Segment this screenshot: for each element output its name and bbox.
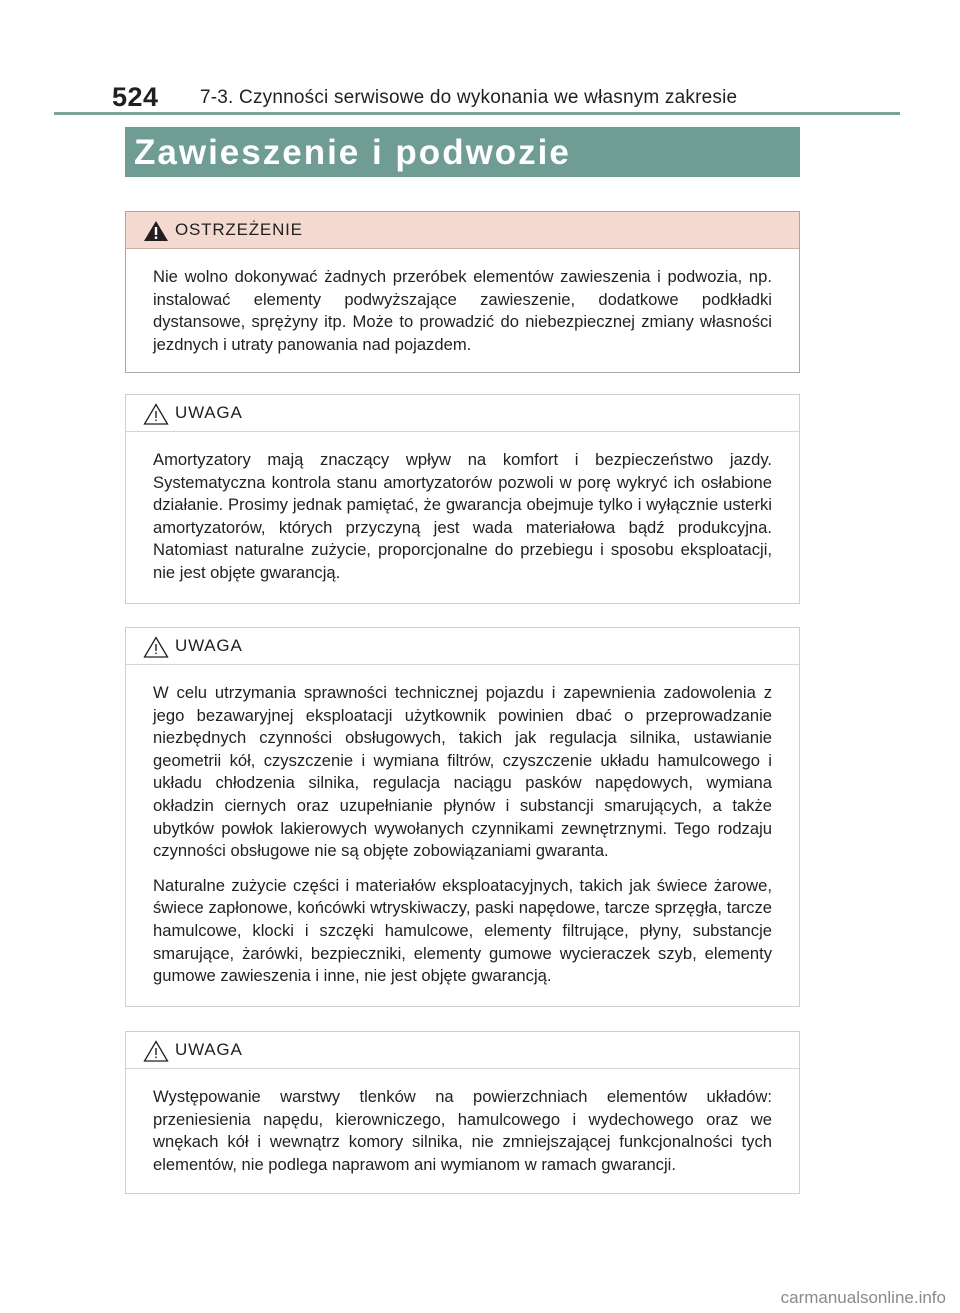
header-divider bbox=[54, 112, 900, 115]
section-title: Zawieszenie i podwozie bbox=[134, 133, 571, 172]
notice-box-header bbox=[126, 395, 799, 432]
warning-label: OSTRZEŻENIE bbox=[175, 220, 303, 239]
box-paragraph: Amortyzatory mają znaczący wpływ na komfort i bezpieczeństwo jazdy. Systematyczna kontrola stanu amortyzatorów pozwoli w porę wykryć ich osłabione działanie. Prosimy jednak pamiętać, że gwarancja obejmuje tylko i wyłącznie usterki amortyzatorów, których przyczyną jest wada materiałowa bądź produkcyjna. Natomiast naturalne zużycie, proporcjonalne do przebiegu i sposobu eksploatacji, nie jest objęte gwarancją. bbox=[153, 450, 772, 582]
caution-icon bbox=[143, 1040, 169, 1062]
notice-box bbox=[125, 1031, 800, 1194]
page-number: 524 bbox=[112, 82, 159, 112]
box-paragraph: Nie wolno dokonywać żadnych przeróbek elementów zawieszenia i podwozia, np. instalować elementy podwyższające zawieszenie, dodatkowe podkładki dystansowe, sprężyny itp. Może to prowadzić do niebezpiecznej zmiany własności jezdnych i utraty panowania nad pojazdem. bbox=[153, 267, 772, 354]
warning-box-body bbox=[126, 249, 799, 356]
chapter-title: 7-3. Czynności serwisowe do wykonania we własnym zakresie bbox=[200, 87, 738, 108]
notice-box-body bbox=[126, 432, 799, 585]
warning-box bbox=[125, 211, 800, 373]
notice-box bbox=[125, 627, 800, 1007]
box-paragraph: Naturalne zużycie części i materiałów eksploatacyjnych, takich jak świece żarowe, świece zapłonowe, końcówki wtryskiwaczy, paski napędowe, tarcze sprzęgła, tarcze hamulcowe, klocki i szczęki hamulcowe, elementy filtrujące, płyny, substancje smarujące, żarówki, bezpieczniki, elementy gumowe wycieraczek szyb, elementy gumowe zawieszenia i inne, nie jest objęte gwarancją. bbox=[153, 875, 772, 986]
notice-label: UWAGA bbox=[175, 1040, 243, 1059]
notice-label: UWAGA bbox=[175, 403, 243, 422]
warning-box-header bbox=[126, 212, 799, 249]
notice-box bbox=[125, 394, 800, 604]
box-paragraph: Występowanie warstwy tlenków na powierzchniach elementów układów: przeniesienia napędu, kierowniczego, hamulcowego i wydechowego oraz we wnękach kół i wewnątrz komory silnika, nie zmniejszającej funkcjonalności tych elementów, nie podlega naprawom ani wymianom w ramach gwarancji. bbox=[153, 1087, 772, 1174]
notice-box-header bbox=[126, 1032, 799, 1069]
page-header bbox=[0, 0, 960, 118]
watermark: carmanualsonline.info bbox=[780, 1288, 946, 1307]
notice-box-body bbox=[126, 665, 799, 988]
caution-icon bbox=[143, 636, 169, 658]
notice-box-header bbox=[126, 628, 799, 665]
warning-icon bbox=[143, 220, 169, 242]
notice-box-body bbox=[126, 1069, 799, 1176]
caution-icon bbox=[143, 403, 169, 425]
section-banner bbox=[125, 127, 800, 177]
notice-label: UWAGA bbox=[175, 636, 243, 655]
box-paragraph: W celu utrzymania sprawności technicznej pojazdu i zapewnienia zadowolenia z jego bezawaryjnej eksploatacji użytkownik powinien dbać o przeprowadzanie niezbędnych czynności obsługowych, takich jak regulacja silnika, ustawianie geometrii kół, czyszczenie i wymiana filtrów, czyszczenie układu hamulcowego i układu chłodzenia silnika, regulacja naciągu pasków napędowych, wymiana okładzin ciernych oraz uzupełnianie płynów i substancji smarujących, a także ubytków powłok lakierowych wywołanych czynnikami zewnętrznymi. Tego rodzaju czynności obsługowe nie są objęte zobowiązaniami gwaranta. bbox=[153, 683, 772, 861]
